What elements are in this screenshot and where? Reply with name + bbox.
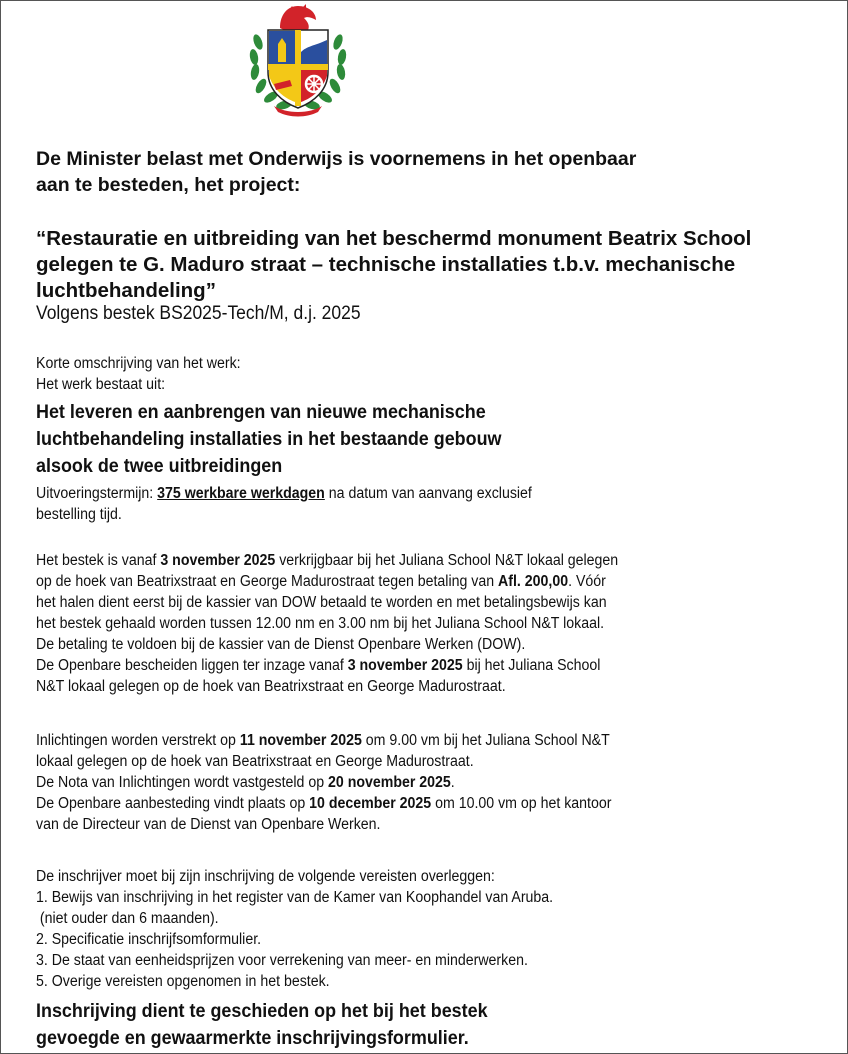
info-date: 11 november 2025 <box>239 732 362 749</box>
project-title <box>36 226 751 304</box>
info-paragraph: Inlichtingen worden verstrekt op 11 november 2025 om 9.00 vm bij het Juliana School N&T lokaal gelegen op de hoek van Beatrixstraat en George Madurostraat. De Nota van Inlichtingen wordt vastgesteld op 20 november 2025. De Openbare aanbesteding vindt plaats op 10 december 2025 om 10.00 vm op het kantoor van de Directeur van de Dienst van Openbare Werken. <box>36 732 612 833</box>
requirements-list <box>36 866 553 992</box>
bestek-price: Afl. 200,00 <box>498 573 569 590</box>
closing-statement <box>36 998 488 1052</box>
work-line-2: luchtbehandeling installaties in het bestaande gebouw <box>36 428 502 450</box>
list-item: 3. De staat van eenheidsprijzen voor verrekening van meer- en minderwerken. <box>36 952 528 969</box>
work-line-3: alsook de twee uitbreidingen <box>36 455 283 477</box>
term-suffix: na datum van aanvang exclusief <box>324 485 532 502</box>
project-reference: Volgens bestek BS2025-Tech/M, d.j. 2025 <box>36 303 361 324</box>
bestek-paragraph: Het bestek is vanaf 3 november 2025 verkrijgbaar bij het Juliana School N&T lokaal gelegen op de hoek van Beatrixstraat en George Madurostraat tegen betaling van Afl. 200,00. Vóór het halen dient eerst bij de kassier van DOW betaald te worden en met betalingsbewijs kan het bestek gehaald worden tussen 12.00 nm en 3.00 nm bij het Juliana School N&T lokaal. De betaling te voldoen bij de kassier van de Dienst Openbare Werken (DOW). De Openbare bescheiden liggen ter inzage vanaf 3 november 2025 bij het Juliana School N&T lokaal gelegen op de hoek van Beatrixstraat en George Madurostraat. <box>36 552 619 695</box>
description-labels <box>36 353 241 395</box>
intro-line-2: aan te besteden, het project: <box>36 174 301 196</box>
project-title-line-2: gelegen te G. Maduro straat – technische installaties t.b.v. mechanische <box>36 253 736 276</box>
project-title-line-1: “Restauratie en uitbreiding van het beschermd monument Beatrix School <box>36 227 752 250</box>
inspection-date: 3 november 2025 <box>347 657 463 674</box>
work-line-1: Het leveren en aanbrengen van nieuwe mechanische <box>36 401 486 423</box>
closing-line-2: gevoegde en gewaarmerkte inschrijvingsformulier. <box>36 1027 469 1049</box>
list-item: 5. Overige vereisten opgenomen in het bestek. <box>36 973 330 990</box>
work-description <box>36 399 502 480</box>
requirements-intro: De inschrijver moet bij zijn inschrijving de volgende vereisten overleggen: <box>36 868 495 885</box>
intro-text <box>36 146 636 198</box>
closing-line-1: Inschrijving dient te geschieden op het bij het bestek <box>36 1000 488 1022</box>
list-item: 1. Bewijs van inschrijving in het register van de Kamer van Koophandel van Aruba. <box>36 889 554 906</box>
nota-date: 20 november 2025 <box>328 774 451 791</box>
tender-date: 10 december 2025 <box>309 795 432 812</box>
term-days: 375 werkbare werkdagen <box>157 485 325 502</box>
description-label-2: Het werk bestaat uit: <box>36 376 166 393</box>
list-item: 2. Specificatie inschrijfsomformulier. <box>36 931 262 948</box>
description-label-1: Korte omschrijving van het werk: <box>36 355 241 372</box>
intro-line-1: De Minister belast met Onderwijs is voornemens in het openbaar <box>36 148 637 170</box>
list-item: (niet ouder dan 6 maanden). <box>36 910 219 927</box>
aruba-coat-of-arms-emblem <box>244 2 352 120</box>
bestek-available-date: 3 november 2025 <box>160 552 276 569</box>
execution-term <box>36 483 532 525</box>
term-line-2: bestelling tijd. <box>36 506 122 523</box>
project-title-line-3: luchtbehandeling” <box>36 279 216 302</box>
term-prefix: Uitvoeringstermijn: <box>36 485 158 502</box>
